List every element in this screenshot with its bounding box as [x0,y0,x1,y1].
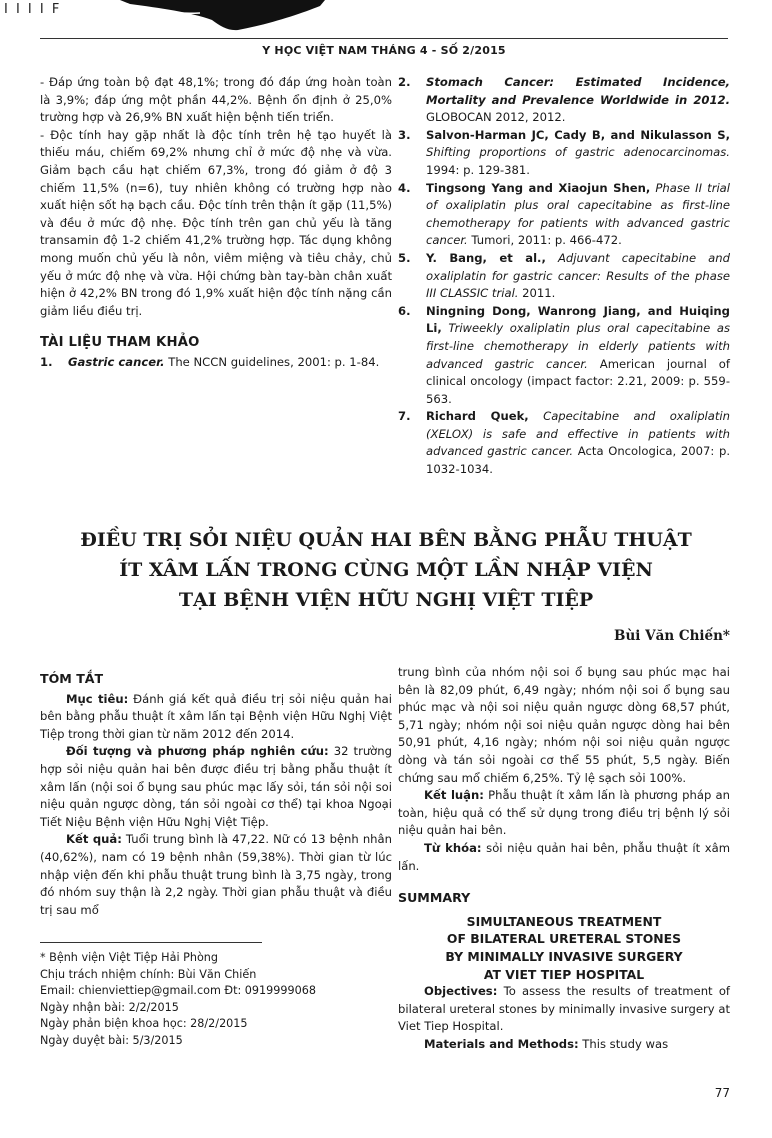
abstract-results [40,831,392,919]
reference-authors: Tingsong Yang and Xiaojun Shen, [426,180,651,195]
summary-title-line: SIMULTANEOUS TREATMENT [466,913,662,929]
article-title-line: TẠI BỆNH VIỆN HỮU NGHỊ VIỆT TIỆP [178,589,594,611]
reference-title: Phase II trial of oxaliplatin plus oral capecitabine as first-line chemotherapy for patients with advanced gastric cancer. [426,180,731,248]
results-paragraph-2: - Độc tính hay gặp nhất là độc tính trên hệ tạo huyết là thiếu máu, chiếm 69,2% nhưng chỉ ở mức độ nhẹ và vừa. Giảm bạch cầu hạt chiếm 67,3%, trong đó giảm ở độ 3 chiếm 11,5% (n=6), tuy nhiên không có trường hợp nào xuất hiện sốt hạ bạch cầu. Độc tính trên thận ít gặp (11,5%) và đều ở mức độ nhẹ. Độc tính trên gan chủ yếu là tăng transamin độ 1-2 chiếm 41,2% trường hợp. Tác dụng không mong muốn chủ yếu là nôn, viêm miệng và tiêu chảy, chủ yếu ở mức độ nhẹ và vừa. Hội chứng bàn tay-bàn chân xuất hiện ở 42,2% BN trong đó 1,9% xuất hiện độc tính nặng cần giảm liều điều trị. [40,127,392,318]
abstract-keywords [398,840,730,875]
article-title-line: ÍT XÂM LẤN TRONG CÙNG MỘT LẦN NHẬP VIỆN [119,559,653,581]
reference-source: The NCCN guidelines, 2001: p. 1-84. [164,354,380,369]
reference-title: Adjuvant capecitabine and oxaliplatin for gastric cancer: Results of the phase III CLASSIC trial. [426,250,730,301]
summary-title [398,913,730,983]
reference-source: 1994: p. 129-381. [426,162,530,177]
references-column [398,74,730,479]
reference-number: 7. [398,409,411,424]
materials-methods-text: This study was [578,1036,669,1051]
methods-label: Đối tượng và phương pháp nghiên cứu: [66,744,329,759]
objectives-text: To assess the results of treatment of bilateral ureteral stones by minimally invasive surgery at Viet Tiep Hospital. [398,984,730,1034]
footnote-reviewed: Ngày phản biện khoa học: 28/2/2015 [40,1017,248,1031]
summary-heading: SUMMARY [398,890,471,906]
reference-number: 4. [398,180,411,195]
objective-text: Đánh giá kết quả điều trị sỏi niệu quản hai bên bằng phẫu thuật ít xâm lấn tại Bệnh viện Hữu Nghị Việt Tiệp trong thời gian từ năm 2012 đến 2014. [40,691,392,741]
summary-title-line: OF BILATERAL URETERAL STONES [446,931,682,947]
reference-authors: Salvon-Harman JC, Cady B, and Nikulasson S, [426,127,730,142]
reference-item [398,74,730,127]
reference-source: Acta Oncologica, 2007: p. 1032-1034. [426,444,731,477]
methods-text: 32 trường hợp sỏi niệu quản hai bên được điều trị bằng phẫu thuật ít xâm lấn (nội soi ổ bụng sau phúc mạc lấy sỏi, tán sỏi nội soi niệu quản ngược dòng, tán sỏi ngoài cơ thể) tại khoa Ngoại Tiết Niệu Bệnh viện Hữu Nghị Việt Tiệp. [40,744,392,829]
abstract-conclusion [398,787,730,840]
references-heading: TÀI LIỆU THAM KHẢO [40,335,200,351]
scan-artifact [120,0,325,34]
reference-item [398,408,730,478]
reference-item [40,354,392,372]
footnote-received: Ngày nhận bài: 2/2/2015 [40,1000,179,1014]
reference-authors: Ningning Dong, Wanrong Jiang, and Huiqing Li, [426,303,730,336]
footnote-corresponding: Chịu trách nhiệm chính: Bùi Văn Chiến [40,967,257,981]
abstract-column [40,670,392,919]
reference-item [398,250,730,303]
reference-source: 2011. [518,286,556,301]
keywords-text: sỏi niệu quản hai bên, phẫu thuật ít xâm lấn. [398,840,730,873]
reference-number: 5. [398,250,411,265]
summary-methods [398,1036,730,1054]
reference-number: 3. [398,127,411,142]
abstract-objective [40,691,392,744]
reference-title: Triweekly oxaliplatin plus oral capecitabine as first-line chemotherapy in elderly patients with advanced gastric cancer. [426,321,730,371]
header-rule [40,38,728,39]
author-name: Bùi Văn Chiến* [614,628,730,644]
results-continued: trung bình của nhóm nội soi ổ bụng sau phúc mạc hai bên là 82,09 phút, 6,49 ngày; nhóm nội soi ổ bụng sau phúc mạc và nội soi niệu quản ngược dòng 68,57 phút, 5,71 ngày; nhóm nội soi niệu quản ngược dòng hai bên 50,91 phút, 4,16 ngày; nhóm nội soi niệu quản ngược dòng và tán sỏi ngoài cơ thể 55 phút, 5,5 ngày. Biến chứng sau mổ chiếm 6,25%. Tỷ lệ sạch sỏi 100%. [398,665,730,785]
abstract-summary-column [398,664,730,1053]
results-label: Kết quả: [66,832,122,847]
reference-item [398,303,730,409]
article-title [40,525,732,615]
reference-title: Stomach Cancer: Estimated Incidence, Mortality and Prevalence Worldwide in 2012. [426,75,730,107]
reference-title: Shifting proportions of gastric adenocarcinomas. [426,145,730,160]
summary-title-line: BY MINIMALLY INVASIVE SURGERY [445,948,683,964]
reference-item [398,127,730,180]
objectives-label: Objectives: [424,984,498,999]
summary-objectives [398,983,730,1036]
objective-label: Mục tiêu: [66,691,129,706]
reference-number: 1. [40,354,53,369]
reference-source: American journal of clinical oncology (impact factor: 2.21, 2009: p. 559-563. [426,356,730,406]
conclusion-label: Kết luận: [424,788,484,803]
reference-authors: Richard Quek, [426,409,529,424]
conclusion-text: Phẫu thuật ít xâm lấn là phương pháp an toàn, hiệu quả có thể sử dụng trong điều trị bệnh lý sỏi niệu quản hai bên. [398,788,731,838]
reference-title: Gastric cancer. [68,354,165,369]
materials-methods-label: Materials and Methods: [424,1036,579,1051]
footnote-affiliation: * Bệnh viện Việt Tiệp Hải Phòng [40,951,218,964]
keywords-label: Từ khóa: [424,840,482,855]
abstract-heading: TÓM TẮT [40,671,104,686]
running-head: Y HỌC VIỆT NAM THÁNG 4 - SỐ 2/2015 [262,44,506,57]
crop-marks: I I I I F [4,2,62,17]
page-number: 77 [714,1086,730,1100]
footnote-rule [40,942,262,943]
reference-item [398,180,730,250]
footnotes [40,950,392,1050]
article-title-line: ĐIỀU TRỊ SỎI NIỆU QUẢN HAI BÊN BẰNG PHẪU THUẬT [80,529,692,551]
results-text: Tuổi trung bình là 47,22. Nữ có 13 bệnh nhân (40,62%), nam có 19 bệnh nhân (59,38%). Thời gian từ lúc nhập viện đến khi phẫu thuật trung bình là 3,75 ngày, trong đó nhóm suy thận là 2,2 ngày. Thời gian phẫu thuật và điều trị sau mổ [40,832,392,917]
reference-source: GLOBOCAN 2012, 2012. [426,110,566,125]
reference-title: Capecitabine and oxaliplatin (XELOX) is safe and effective in patients with advanced gastric cancer. [426,409,730,459]
reference-source: Tumori, 2011: p. 466-472. [467,233,622,248]
reference-number: 6. [398,303,411,318]
reference-number: 2. [398,75,411,89]
footnote-accepted: Ngày duyệt bài: 5/3/2015 [40,1033,183,1047]
top-left-column [40,74,392,372]
abstract-methods [40,743,392,831]
results-paragraph-1: - Đáp ứng toàn bộ đạt 48,1%; trong đó đáp ứng hoàn toàn là 3,9%; đáp ứng một phần 44,2%. Bệnh ổn định ở 25,0% trường hợp và 26,9% BN xuất hiện bệnh tiến triển. [40,75,392,125]
reference-authors: Y. Bang, et al., [426,250,546,265]
summary-title-line: AT VIET TIEP HOSPITAL [483,966,645,982]
footnote-contact: Email: chienviettiep@gmail.com Đt: 0919999068 [40,984,316,998]
